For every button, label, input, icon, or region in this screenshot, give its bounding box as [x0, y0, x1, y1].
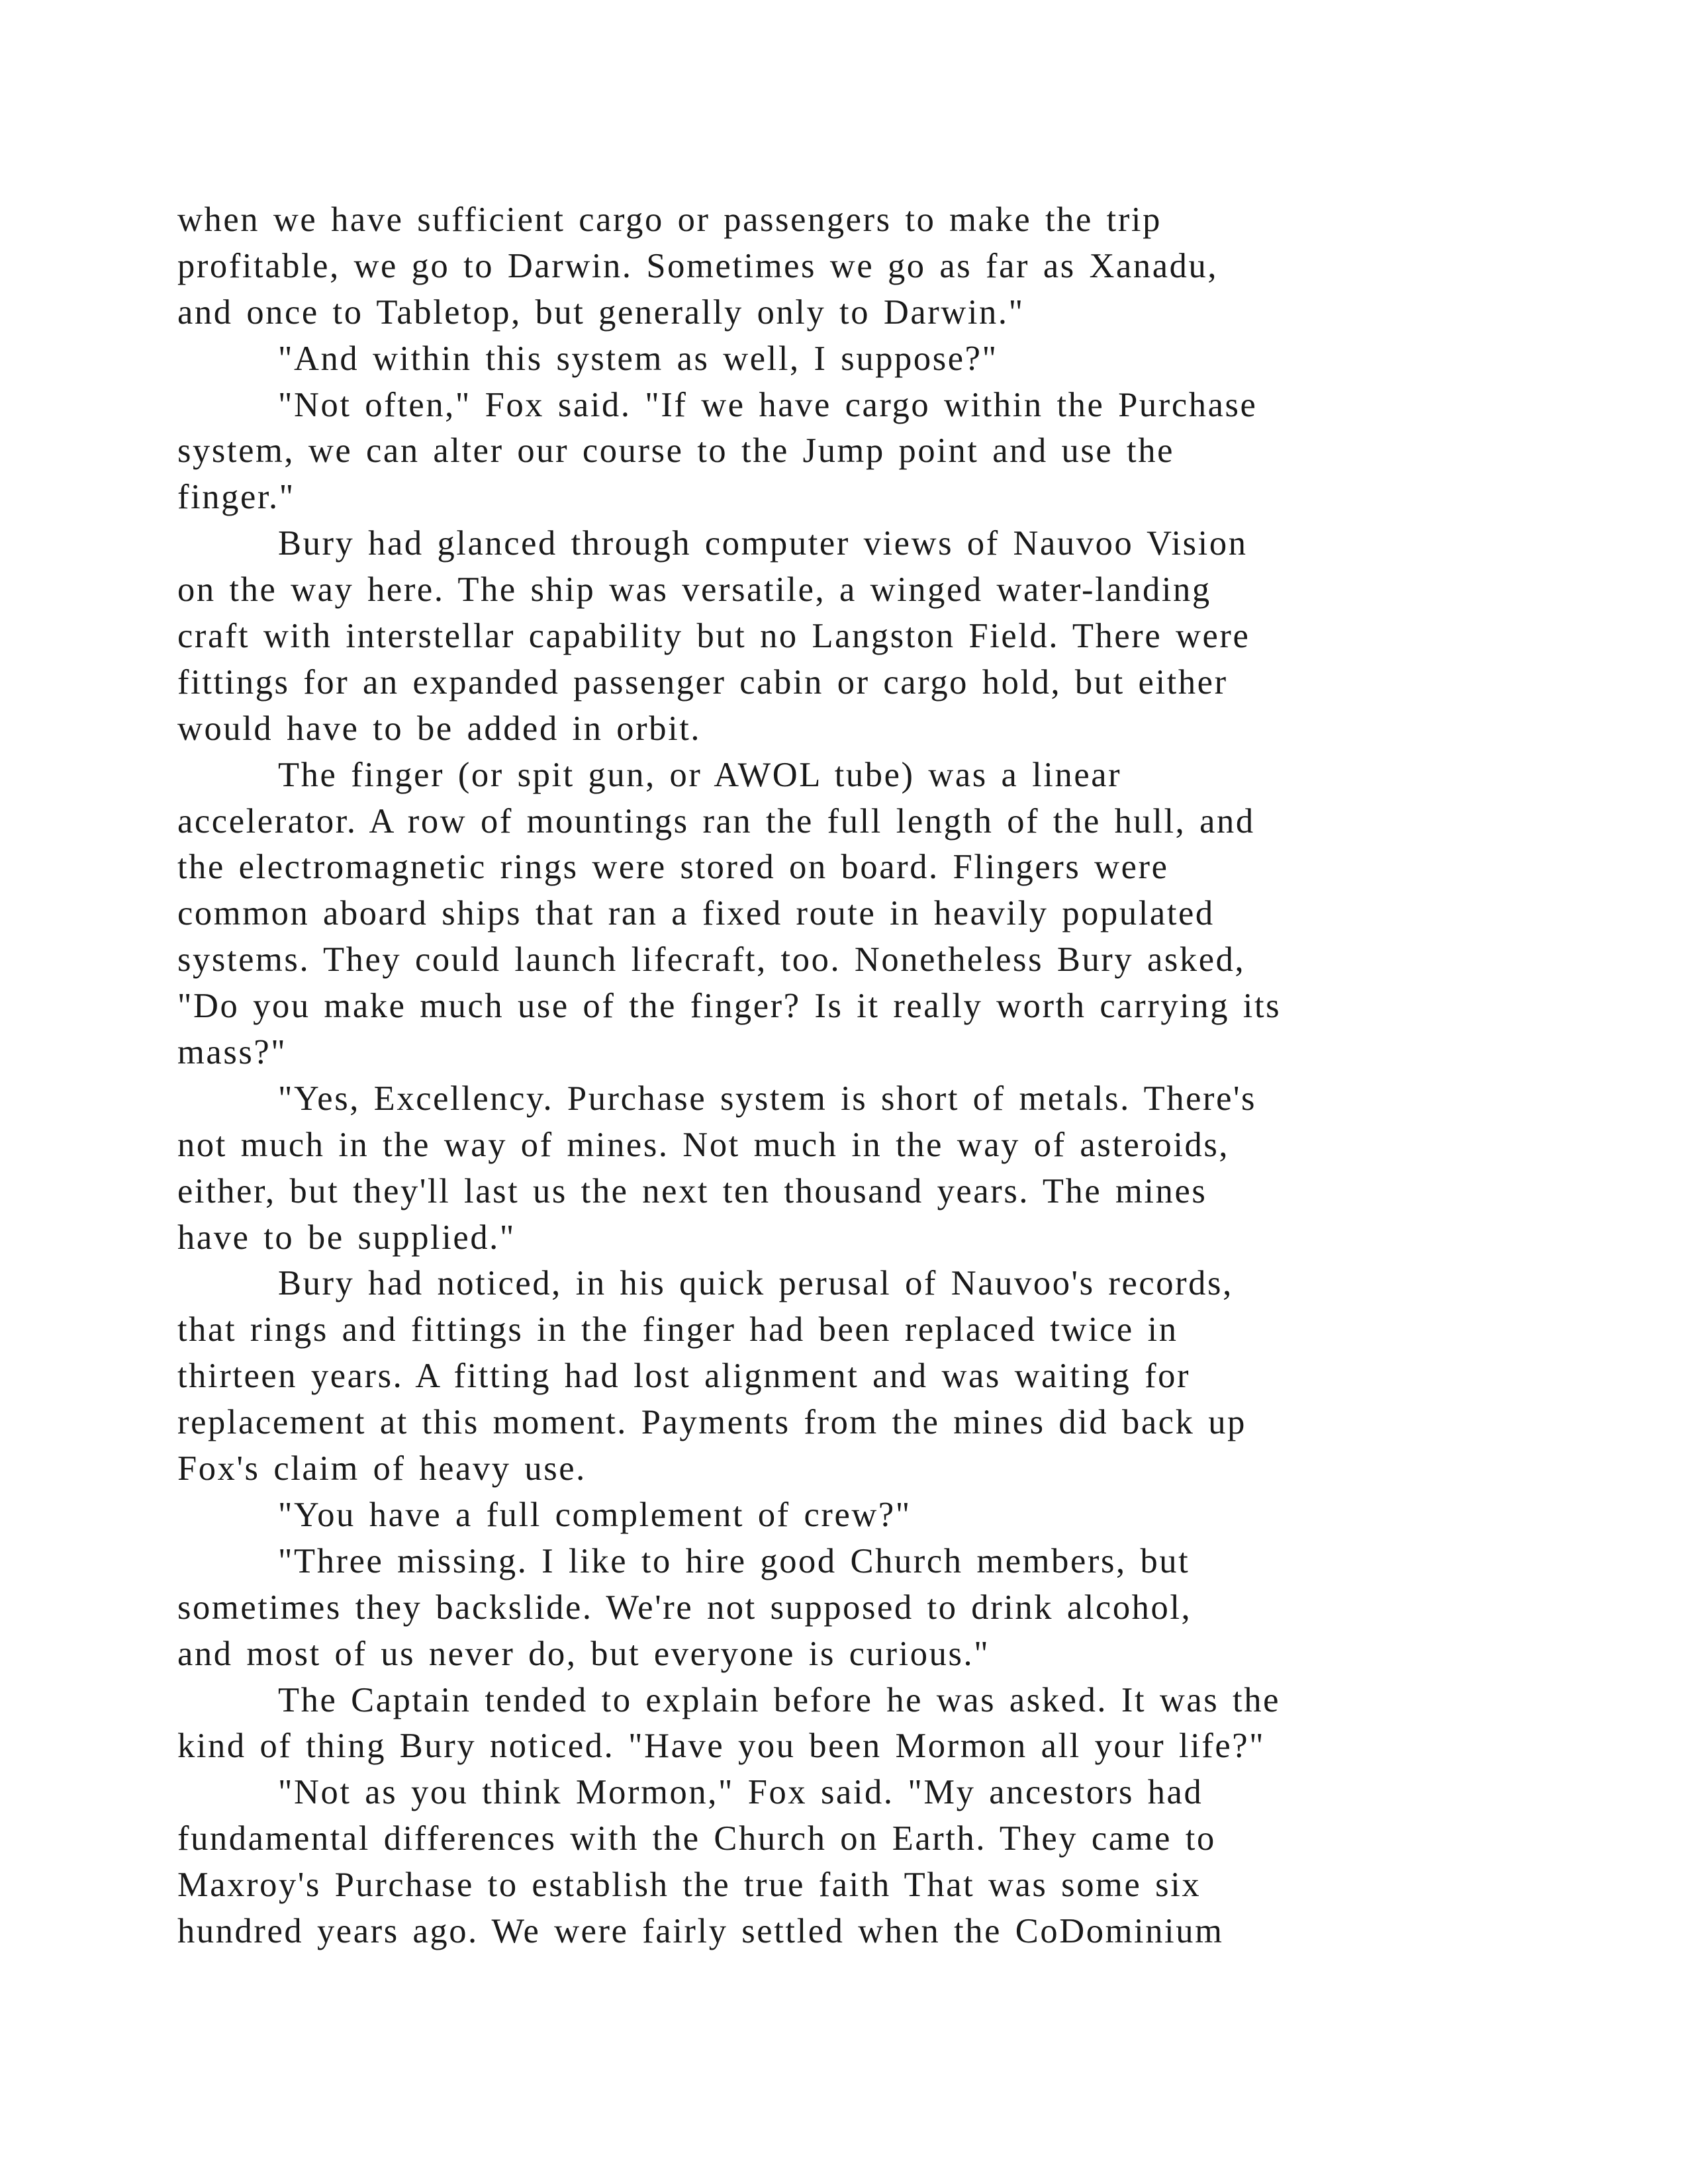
text-line: kind of thing Bury noticed. "Have you been Mormon all your life?" [177, 1727, 1266, 1766]
text-line: replacement at this moment. Payments from the mines did back up [177, 1403, 1246, 1442]
text-line: The finger (or spit gun, or AWOL tube) was a linear [278, 755, 1122, 794]
text-line: "And within this system as well, I suppose?" [278, 339, 998, 378]
text-line: "Three missing. I like to hire good Church members, but [278, 1541, 1190, 1580]
text-line: craft with interstellar capability but no Langston Field. There were [177, 617, 1250, 656]
text-line: on the way here. The ship was versatile, a winged water-landing [177, 570, 1211, 610]
text-line: that rings and fittings in the finger had been replaced twice in [177, 1310, 1178, 1349]
text-line: mass?" [177, 1033, 287, 1072]
text-line: accelerator. A row of mountings ran the full length of the hull, and [177, 801, 1255, 841]
text-line: fittings for an expanded passenger cabin or cargo hold, but either [177, 662, 1228, 702]
text-line: when we have sufficient cargo or passengers to make the trip [177, 201, 1162, 239]
text-line: system, we can alter our course to the Jump point and use the [177, 432, 1174, 471]
text-line: and most of us never do, but everyone is curious." [177, 1634, 990, 1673]
text-line: not much in the way of mines. Not much in the way of asteroids, [177, 1125, 1230, 1164]
text-line: sometimes they backslide. We're not supposed to drink alcohol, [177, 1588, 1192, 1627]
text-line: fundamental differences with the Church on Earth. They came to [177, 1819, 1216, 1858]
text-line: systems. They could launch lifecraft, too. Nonetheless Bury asked, [177, 940, 1246, 979]
text-line: "Yes, Excellency. Purchase system is short of metals. There's [278, 1079, 1257, 1118]
text-line: "You have a full complement of crew?" [278, 1495, 912, 1534]
text-line: Maxroy's Purchase to establish the true faith That was some six [177, 1866, 1201, 1905]
text-line: and once to Tabletop, but generally only to Darwin." [177, 293, 1025, 332]
text-line: Bury had noticed, in his quick perusal of Nauvoo's records, [278, 1264, 1233, 1303]
text-line: Fox's claim of heavy use. [177, 1449, 586, 1488]
text-line: hundred years ago. We were fairly settled when the CoDominium [177, 1911, 1224, 1950]
text-line: The Captain tended to explain before he was asked. It was the [278, 1680, 1280, 1719]
text-line: thirteen years. A fitting had lost alignment and was waiting for [177, 1357, 1191, 1396]
text-line: profitable, we go to Darwin. Sometimes we go as far as Xanadu, [177, 246, 1219, 285]
text-line: "Not often," Fox said. "If we have cargo within the Purchase [278, 385, 1258, 424]
body-text [177, 197, 1501, 1955]
text-line: common aboard ships that ran a fixed route in heavily populated [177, 894, 1215, 933]
text-line: would have to be added in orbit. [177, 709, 702, 748]
text-line: have to be supplied." [177, 1218, 516, 1257]
text-line: Bury had glanced through computer views of Nauvoo Vision [278, 524, 1248, 563]
text-line: finger." [177, 478, 295, 517]
text-line: the electromagnetic rings were stored on board. Flingers were [177, 848, 1169, 887]
text-line: "Not as you think Mormon," Fox said. "My ancestors had [278, 1773, 1203, 1812]
text-line: either, but they'll last us the next ten thousand years. The mines [177, 1171, 1207, 1210]
text-line: "Do you make much use of the finger? Is it really worth carrying its [177, 987, 1282, 1026]
